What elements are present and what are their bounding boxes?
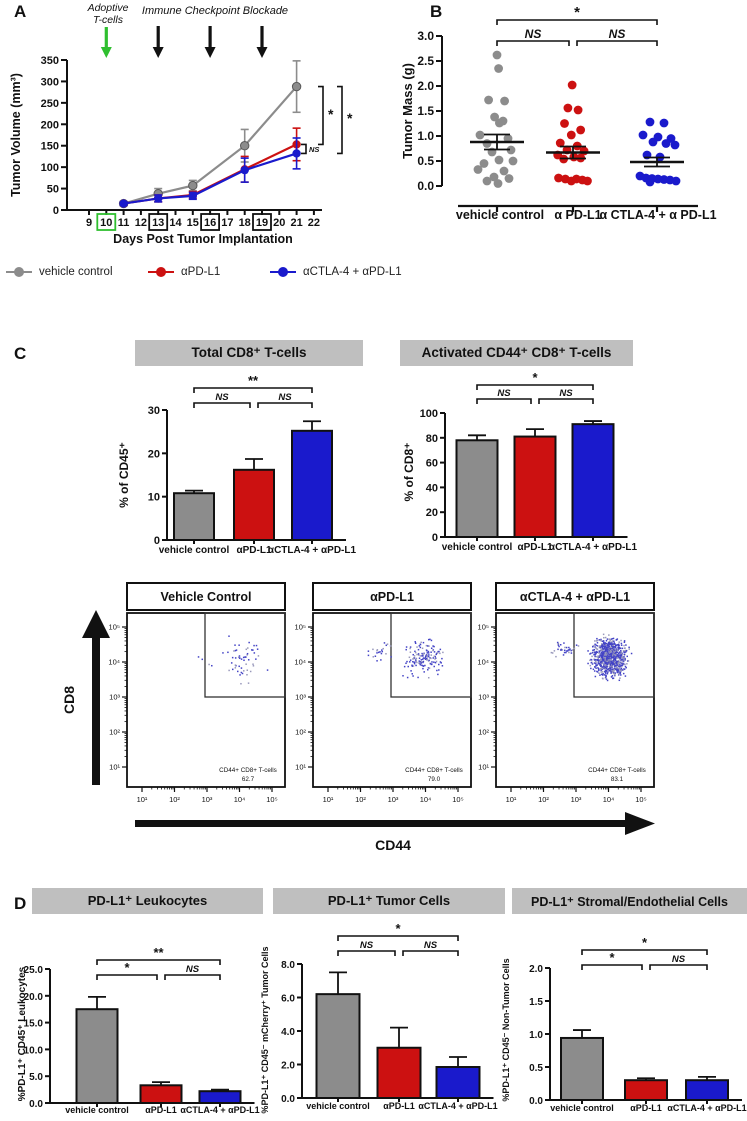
flow-plot-apdl1 [286, 575, 476, 815]
svg-text:10³: 10³ [570, 795, 582, 804]
svg-text:20: 20 [147, 448, 160, 461]
svg-text:10¹: 10¹ [295, 762, 306, 772]
svg-text:0.5: 0.5 [417, 154, 434, 168]
svg-text:10.0: 10.0 [23, 1045, 43, 1057]
svg-text:*: * [124, 960, 130, 975]
svg-text:6.0: 6.0 [281, 993, 295, 1005]
svg-text:Adoptive: Adoptive [87, 2, 129, 14]
svg-text:*: * [395, 921, 401, 936]
svg-text:NS: NS [359, 940, 374, 951]
svg-text:α CTLA-4 + α PD-L1: α CTLA-4 + α PD-L1 [599, 208, 717, 222]
svg-text:*: * [328, 106, 334, 122]
svg-text:0.0: 0.0 [29, 1099, 43, 1110]
flow-plot-vehicle-control [100, 575, 290, 815]
panel-d-label: D [14, 894, 27, 913]
legend-label: vehicle control [39, 266, 113, 278]
panel-a-label: A [14, 2, 27, 21]
legend-marker-icon [6, 267, 32, 277]
svg-text:10³: 10³ [109, 692, 120, 702]
svg-text:%PD-L1⁺ CD45⁻ mCherry⁺ Tumor C: %PD-L1⁺ CD45⁻ mCherry⁺ Tumor Cells [260, 946, 270, 1114]
svg-text:10¹: 10¹ [136, 795, 148, 804]
svg-text:10²: 10² [355, 795, 366, 804]
svg-text:NS: NS [215, 392, 229, 403]
svg-text:79.0: 79.0 [427, 776, 441, 783]
svg-text:αCTLA-4 + αPD-L1: αCTLA-4 + αPD-L1 [418, 1101, 498, 1111]
svg-text:αCTLA-4 + αPD-L1: αCTLA-4 + αPD-L1 [180, 1105, 260, 1115]
svg-text:*: * [641, 935, 648, 950]
svg-text:1.5: 1.5 [529, 997, 543, 1008]
total-cd8-bar-chart [100, 372, 390, 577]
svg-text:αPD-L1: αPD-L1 [383, 1101, 415, 1111]
svg-text:*: * [609, 950, 615, 965]
svg-text:10: 10 [147, 491, 160, 504]
tumor-volume-line-chart [0, 0, 420, 310]
svg-text:10²: 10² [169, 795, 180, 804]
header-activated-cd44-cd8: Activated CD44⁺ CD8⁺ T-cells [400, 340, 633, 366]
svg-text:2.0: 2.0 [281, 1060, 295, 1072]
legend-label: αPD-L1 [181, 266, 221, 278]
flow-plot-actla4-apdl1 [469, 575, 659, 815]
svg-text:vehicle control: vehicle control [65, 1105, 129, 1115]
header-pdl1-tumor-cells: PD-L1⁺ Tumor Cells [273, 888, 505, 914]
svg-text:16: 16 [203, 217, 217, 229]
svg-text:1.0: 1.0 [417, 129, 434, 143]
legend-item-vehicle-control [6, 266, 113, 278]
svg-text:8.0: 8.0 [281, 960, 295, 971]
svg-text:5.0: 5.0 [29, 1072, 43, 1084]
svg-text:21: 21 [290, 217, 303, 229]
svg-text:10³: 10³ [387, 795, 399, 804]
svg-text:T-cells: T-cells [93, 14, 123, 26]
svg-text:50: 50 [46, 183, 59, 196]
svg-text:**: ** [153, 945, 164, 960]
svg-text:αPD-L1: αPD-L1 [236, 545, 272, 556]
svg-text:10²: 10² [478, 727, 489, 737]
svg-text:10⁵: 10⁵ [452, 795, 464, 804]
svg-text:vehicle control: vehicle control [550, 1103, 614, 1113]
svg-text:10⁵: 10⁵ [477, 622, 489, 632]
svg-text:10³: 10³ [201, 795, 213, 804]
pdl1-tumor-cells-bar-chart [255, 922, 505, 1121]
svg-text:0: 0 [153, 535, 160, 547]
svg-text:10⁴: 10⁴ [477, 657, 489, 667]
svg-text:CD44+ CD8+ T-cells: CD44+ CD8+ T-cells [588, 767, 646, 774]
svg-text:αPD-L1: αPD-L1 [370, 590, 414, 604]
svg-text:300: 300 [40, 76, 59, 89]
svg-text:10⁴: 10⁴ [108, 657, 120, 667]
cd44-axis-arrow [128, 808, 698, 858]
svg-text:40: 40 [425, 482, 438, 495]
svg-text:10⁴: 10⁴ [602, 795, 615, 804]
svg-text:NS: NS [423, 940, 438, 951]
svg-text:NS: NS [497, 388, 511, 399]
svg-text:αCTLA-4 + αPD-L1: αCTLA-4 + αPD-L1 [267, 545, 357, 556]
svg-text:2.0: 2.0 [529, 964, 543, 975]
svg-text:10³: 10³ [295, 692, 306, 702]
svg-text:*: * [347, 110, 353, 126]
svg-text:1.0: 1.0 [529, 1030, 543, 1041]
svg-text:vehicle control: vehicle control [441, 542, 513, 553]
svg-text:25.0: 25.0 [23, 965, 43, 976]
legend-marker-icon [148, 267, 174, 277]
svg-text:18: 18 [238, 217, 251, 229]
svg-text:0.0: 0.0 [417, 179, 434, 193]
svg-text:CD44+ CD8+ T-cells: CD44+ CD8+ T-cells [219, 767, 277, 774]
svg-text:Tumor Mass (g): Tumor Mass (g) [400, 63, 415, 159]
svg-text:10⁴: 10⁴ [233, 795, 246, 804]
tumor-mass-scatter-chart [400, 0, 747, 262]
svg-text:% of CD8⁺: % of CD8⁺ [402, 442, 416, 502]
svg-text:10²: 10² [295, 727, 306, 737]
svg-text:10⁵: 10⁵ [635, 795, 647, 804]
svg-text:20: 20 [425, 507, 438, 520]
svg-text:NS: NS [559, 388, 573, 399]
svg-text:0: 0 [52, 205, 59, 217]
svg-text:CD8: CD8 [61, 685, 77, 715]
svg-text:0.5: 0.5 [529, 1063, 543, 1074]
svg-text:20.0: 20.0 [23, 991, 43, 1003]
pdl1-stromal-bar-chart [495, 922, 747, 1121]
svg-text:Vehicle Control: Vehicle Control [160, 590, 252, 604]
svg-text:20: 20 [273, 217, 286, 229]
svg-text:4.0: 4.0 [281, 1027, 295, 1038]
panel-c-label: C [14, 344, 27, 363]
svg-text:Tumor Volume (mm³): Tumor Volume (mm³) [9, 73, 23, 197]
svg-text:250: 250 [40, 97, 59, 110]
svg-text:10²: 10² [538, 795, 549, 804]
svg-text:vehicle control: vehicle control [306, 1101, 370, 1111]
svg-text:150: 150 [40, 140, 59, 153]
svg-text:αPD-L1: αPD-L1 [630, 1103, 662, 1113]
svg-text:αPD-L1: αPD-L1 [145, 1105, 177, 1115]
legend-marker-icon [270, 267, 296, 277]
svg-text:*: * [574, 4, 580, 21]
svg-text:NS: NS [185, 964, 200, 975]
svg-text:2.5: 2.5 [417, 54, 434, 68]
svg-text:13: 13 [152, 217, 165, 229]
svg-text:10: 10 [100, 217, 113, 229]
header-total-cd8: Total CD8⁺ T-cells [135, 340, 363, 366]
svg-text:83.1: 83.1 [610, 776, 624, 783]
header-pdl1-stromal: PD-L1⁺ Stromal/Endothelial Cells [512, 888, 747, 914]
header-pdl1-leukocytes: PD-L1⁺ Leukocytes [32, 888, 263, 914]
svg-text:NS: NS [608, 27, 626, 41]
svg-text:10⁴: 10⁴ [419, 795, 432, 804]
svg-text:0.0: 0.0 [281, 1094, 295, 1105]
svg-text:10¹: 10¹ [478, 762, 489, 772]
svg-text:CD44+ CD8+ T-cells: CD44+ CD8+ T-cells [405, 767, 463, 774]
svg-text:CD44: CD44 [375, 837, 411, 853]
svg-text:αCTLA-4 + αPD-L1: αCTLA-4 + αPD-L1 [667, 1103, 747, 1113]
svg-text:NS: NS [278, 392, 292, 403]
svg-text:α PD-L1: α PD-L1 [554, 208, 602, 222]
svg-text:200: 200 [40, 119, 59, 132]
svg-text:100: 100 [419, 408, 438, 420]
svg-text:vehicle control: vehicle control [158, 545, 230, 556]
legend-label: αCTLA-4 + αPD-L1 [303, 266, 402, 278]
svg-text:% of CD45⁺: % of CD45⁺ [117, 442, 131, 508]
svg-text:αCTLA-4 + αPD-L1: αCTLA-4 + αPD-L1 [519, 590, 631, 604]
svg-text:%PD-L1⁺ CD45⁻ Non-Tumor Cells: %PD-L1⁺ CD45⁻ Non-Tumor Cells [501, 958, 511, 1102]
svg-text:350: 350 [40, 55, 59, 67]
svg-text:2.0: 2.0 [417, 79, 434, 93]
panel-b-label: B [430, 2, 443, 21]
pdl1-leukocytes-bar-chart [10, 922, 260, 1121]
svg-text:10¹: 10¹ [109, 762, 120, 772]
cd8-axis-arrow [62, 600, 117, 795]
svg-text:1.5: 1.5 [417, 104, 434, 118]
svg-text:12: 12 [134, 217, 148, 229]
svg-text:10¹: 10¹ [505, 795, 517, 804]
svg-text:vehicle control: vehicle control [455, 208, 545, 222]
legend-item-actla4-apdl1 [270, 266, 402, 278]
svg-text:*: * [532, 370, 538, 385]
svg-text:10¹: 10¹ [322, 795, 334, 804]
svg-text:30: 30 [147, 405, 160, 418]
svg-text:10⁴: 10⁴ [294, 657, 306, 667]
svg-text:80: 80 [425, 432, 438, 445]
svg-text:NS: NS [524, 27, 542, 41]
svg-text:NS: NS [671, 954, 686, 965]
svg-text:15.0: 15.0 [23, 1018, 43, 1030]
svg-text:100: 100 [40, 162, 59, 175]
svg-text:9: 9 [85, 217, 93, 229]
svg-text:αPD-L1: αPD-L1 [517, 542, 553, 553]
svg-text:19: 19 [255, 217, 269, 229]
activated-cd44-cd8-bar-chart [395, 372, 695, 577]
svg-text:15: 15 [186, 217, 199, 229]
svg-text:0.0: 0.0 [529, 1096, 543, 1107]
svg-text:3.0: 3.0 [417, 29, 434, 43]
svg-text:10⁵: 10⁵ [108, 622, 120, 632]
svg-text:14: 14 [169, 217, 182, 229]
svg-text:0: 0 [431, 532, 438, 544]
svg-text:60: 60 [425, 457, 438, 470]
svg-text:Days Post Tumor Implantation: Days Post Tumor Implantation [113, 232, 293, 246]
svg-text:22: 22 [307, 217, 321, 229]
svg-text:10⁵: 10⁵ [266, 795, 278, 804]
svg-text:αCTLA-4 + αPD-L1: αCTLA-4 + αPD-L1 [548, 542, 638, 553]
svg-text:10²: 10² [109, 727, 120, 737]
legend-item-apdl1 [148, 266, 220, 278]
svg-text:Immune Checkpoint Blockade: Immune Checkpoint Blockade [141, 5, 289, 17]
svg-text:17: 17 [221, 217, 234, 229]
svg-text:62.7: 62.7 [241, 776, 255, 783]
svg-text:**: ** [247, 373, 259, 388]
svg-text:11: 11 [117, 217, 130, 229]
svg-text:10⁵: 10⁵ [294, 622, 306, 632]
svg-text:NS: NS [309, 145, 320, 154]
svg-text:%PD-L1⁺ CD45⁺ Leukocytes: %PD-L1⁺ CD45⁺ Leukocytes [17, 966, 28, 1102]
svg-text:10³: 10³ [478, 692, 489, 702]
